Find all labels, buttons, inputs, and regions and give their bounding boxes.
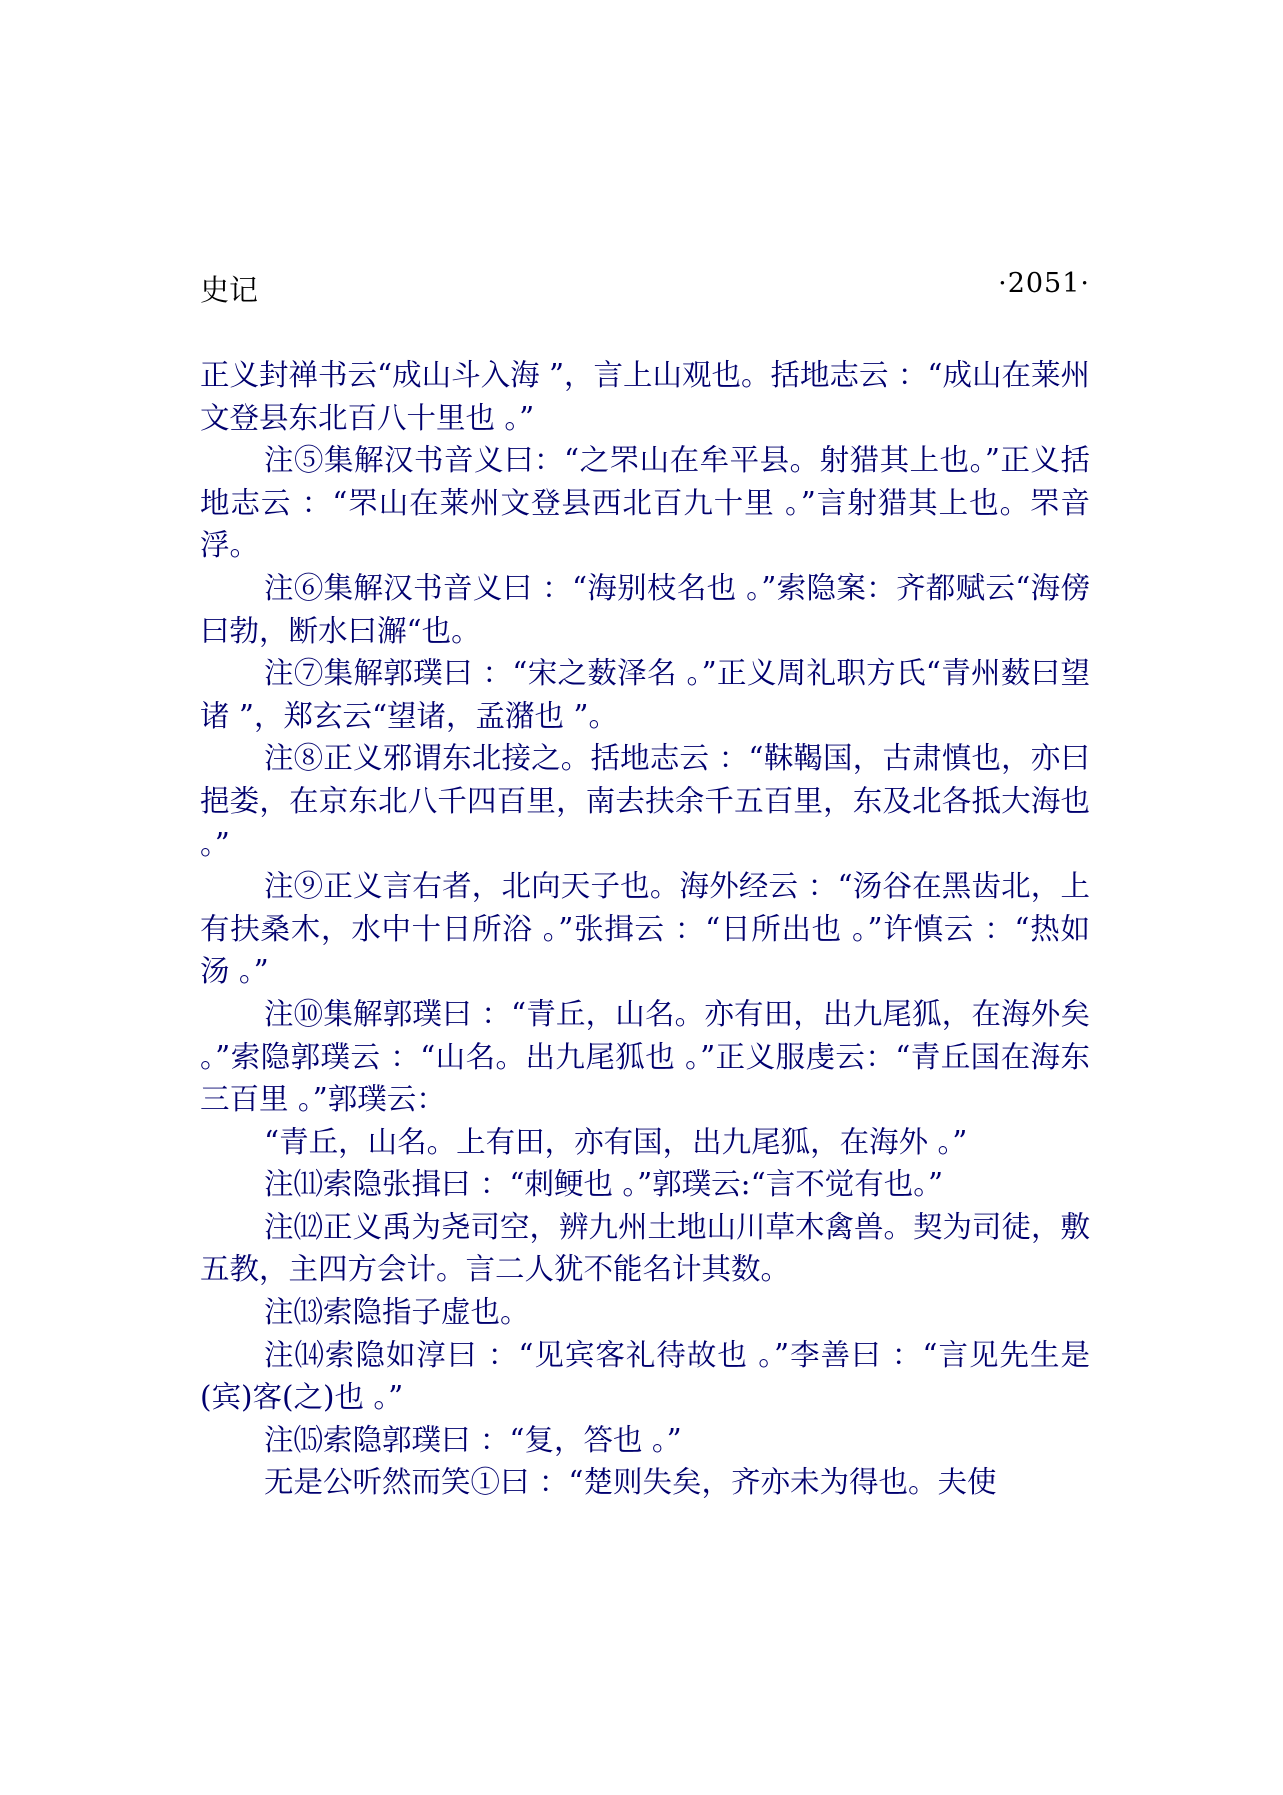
paragraph: 注⑩集解郭璞曰 ：“青丘，山名。亦有田，出九尾狐，在海外矣 。”索隐郭璞云 ：“山名。出九尾狐也 。”正义服虔云：“青丘国在海东三百里 。”郭璞云： — [200, 996, 1090, 1117]
paragraph: 注⑾索隐张揖曰 ：“刺鲠也 。”郭璞云:“言不觉有也。” — [264, 1167, 944, 1202]
page-number: ·2051· — [998, 268, 1090, 299]
paragraph: 注⑧正义邪谓东北接之。括地志云 ：“靺鞨国，古肃慎也，亦曰挹娄，在京东北八千四百里，南去扶余千五百里，东及北各抵大海也 。” — [200, 741, 1090, 861]
paragraph: 注⑿正义禹为尧司空，辨九州土地山川草木禽兽。契为司徒，敷五教，主四方会计。言二人犹不能名计其数。 — [200, 1209, 1091, 1287]
paragraph: 注⑤集解汉书音义曰：“之罘山在牟平县。射猎其上也。”正义括地志云 ：“罘山在莱州文登县西北百九十里 。”言射猎其上也。罘音浮。 — [200, 443, 1090, 563]
body-text — [200, 354, 1090, 1504]
page-header — [200, 268, 1090, 308]
paragraph: 注⒀索隐指子虚也。 — [264, 1295, 530, 1330]
paragraph: 注⑨正义言右者，北向天子也。海外经云 ：“汤谷在黑齿北，上有扶桑木，水中十日所浴 。”张揖云 ：“日所出也 。”许慎云 ：“热如汤 。” — [200, 869, 1090, 989]
book-title: 史记 — [200, 273, 259, 307]
paragraph: 注⑦集解郭璞曰 ：“宋之薮泽名 。”正义周礼职方氏“青州薮曰望诸 ”，郑玄云“望诸，孟潴也 ”。 — [200, 656, 1090, 733]
paragraph: 注⒁索隐如淳曰 ：“见宾客礼待故也 。”李善曰 ：“言见先生是(宾)客(之)也 。” — [200, 1337, 1090, 1415]
paragraph: 注⑥集解汉书音义曰 ：“海别枝名也 。”索隐案：齐都赋云“海傍曰勃，断水曰澥“也。 — [200, 570, 1090, 648]
paragraph: 注⒂索隐郭璞曰 ：“复，答也 。” — [264, 1422, 682, 1457]
paragraph: “青丘，山名。上有田，亦有国，出九尾狐，在海外 。” — [264, 1124, 968, 1159]
paragraph: 正义封禅书云“成山斗入海 ”，言上山观也。括地志云 ：“成山在莱州文登县东北百八十里也 。” — [200, 358, 1090, 435]
paragraph: 无是公听然而笑①曰 ：“楚则失矣，齐亦未为得也。夫使 — [264, 1465, 997, 1500]
